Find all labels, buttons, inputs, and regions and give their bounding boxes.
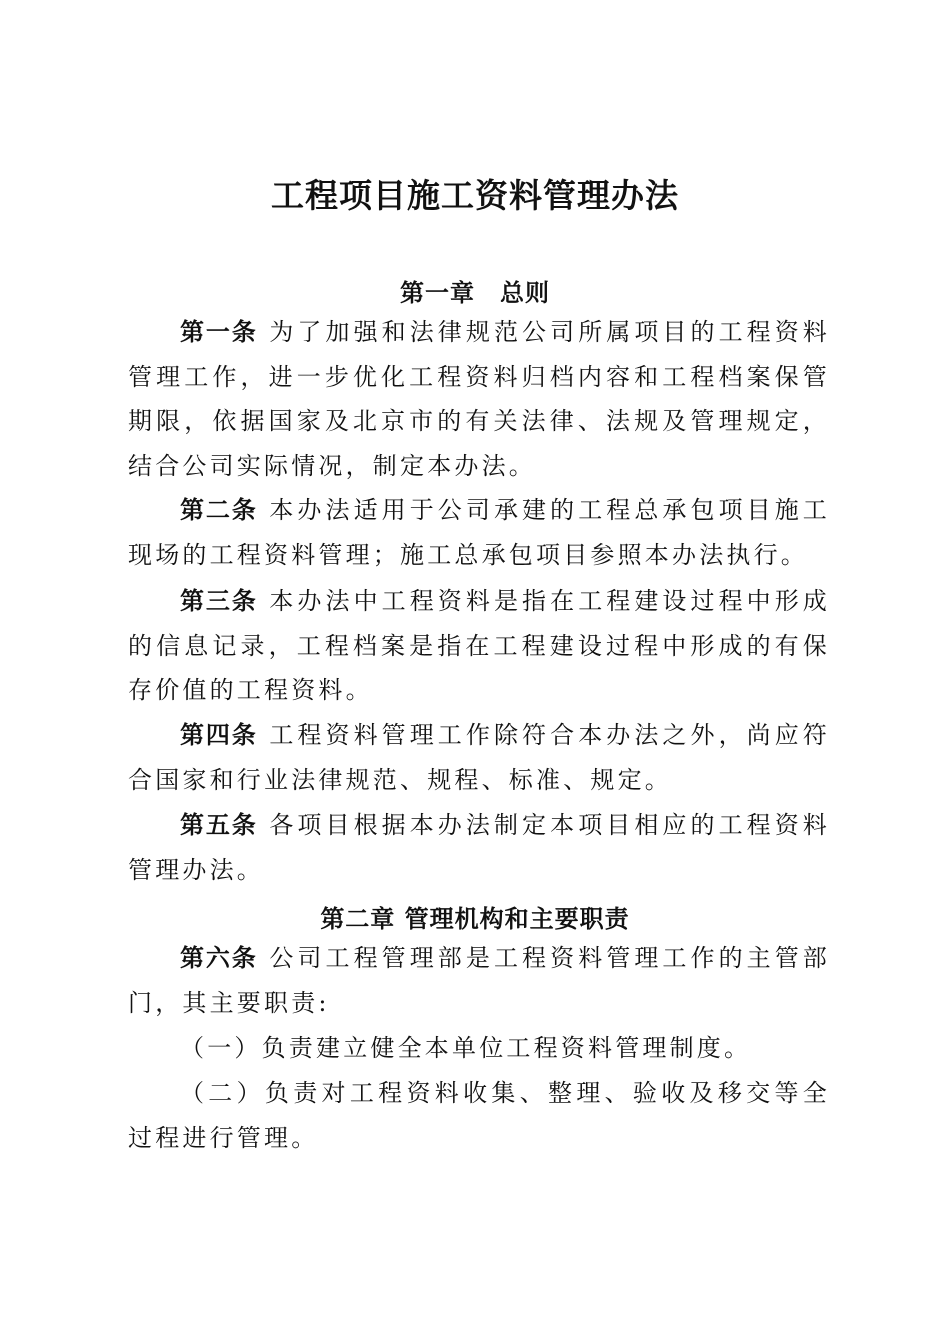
list-item-2: （二）负责对工程资料收集、整理、验收及移交等全过程进行管理。 [128, 1079, 830, 1152]
article-text: 各项目根据本办法制定本项目相应的工程资料管理办法。 [128, 811, 831, 884]
article-text: 本办法中工程资料是指在工程建设过程中形成的信息记录，工程档案是指在工程建设过程中形成的有保存价值的工程资料。 [128, 587, 831, 704]
article-6 [128, 936, 830, 1025]
article-label: 第五条 [180, 811, 258, 839]
document-title: 工程项目施工资料管理办法 [271, 176, 679, 215]
article-label: 第一条 [180, 318, 258, 346]
article-text: 为了加强和法律规范公司所属项目的工程资料管理工作，进一步优化工程资料归档内容和工程档案保管期限，依据国家及北京市的有关法律、法规及管理规定，结合公司实际情况，制定本办法。 [128, 318, 831, 480]
article-2 [128, 488, 830, 577]
chapter-heading-2: 第二章 管理机构和主要职责 [320, 905, 630, 933]
article-text: 本办法适用于公司承建的工程总承包项目施工现场的工程资料管理；施工总承包项目参照本办法执行。 [128, 496, 831, 569]
article-1 [128, 310, 830, 488]
article-5 [128, 803, 830, 892]
article-label: 第四条 [180, 721, 258, 749]
chapter-heading-1: 第一章 总则 [400, 279, 550, 307]
list-item-1: （一）负责建立健全本单位工程资料管理制度。 [180, 1034, 752, 1062]
article-text: 工程资料管理工作除符合本办法之外，尚应符合国家和行业法律规范、规程、标准、规定。 [128, 721, 831, 794]
article-3 [128, 579, 830, 713]
article-text: 公司工程管理部是工程资料管理工作的主管部门，其主要职责: [128, 944, 831, 1017]
article-4 [128, 713, 830, 802]
article-label: 第六条 [180, 944, 258, 972]
article-label: 第三条 [180, 587, 258, 615]
article-label: 第二条 [180, 496, 258, 524]
